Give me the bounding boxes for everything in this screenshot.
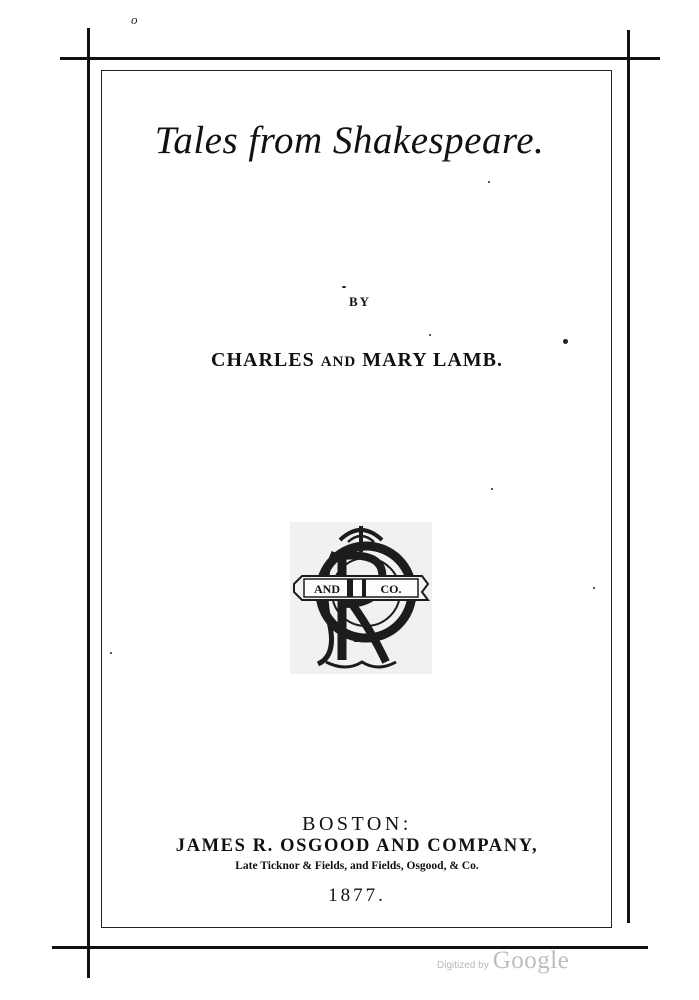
author-mary-lamb: MARY LAMB. xyxy=(362,349,503,371)
publisher-emblem xyxy=(290,522,432,674)
print-speck xyxy=(491,488,493,490)
authors-conjunction: AND xyxy=(320,354,357,370)
outer-rule-right xyxy=(627,30,630,923)
byline: BY xyxy=(348,294,372,309)
inner-frame xyxy=(101,70,612,928)
outer-rule-top xyxy=(60,57,660,60)
monogram-emblem-icon xyxy=(290,522,432,674)
print-speck xyxy=(563,339,568,344)
book-title: Tales from Shakespeare. xyxy=(154,119,545,162)
emblem-left-label: AND xyxy=(314,582,340,596)
watermark-prefix: Digitized by xyxy=(437,960,489,971)
imprint-publisher: JAMES R. OSGOOD AND COMPANY, xyxy=(175,836,539,856)
margin-mark: o xyxy=(131,12,138,27)
print-speck xyxy=(429,334,431,336)
watermark-brand: Google xyxy=(492,947,570,974)
imprint-city: BOSTON: xyxy=(302,813,412,835)
print-speck xyxy=(593,587,595,589)
imprint-former-names: Late Ticknor & Fields, and Fields, Osgood, & Co. xyxy=(235,860,479,872)
digitized-watermark xyxy=(437,947,569,975)
print-speck xyxy=(342,286,346,288)
emblem-right-label: CO. xyxy=(380,582,402,596)
print-speck xyxy=(488,181,490,183)
author-charles: CHARLES xyxy=(211,349,315,371)
print-speck xyxy=(110,652,112,654)
authors-line xyxy=(0,349,699,372)
imprint-year: 1877. xyxy=(328,885,386,906)
